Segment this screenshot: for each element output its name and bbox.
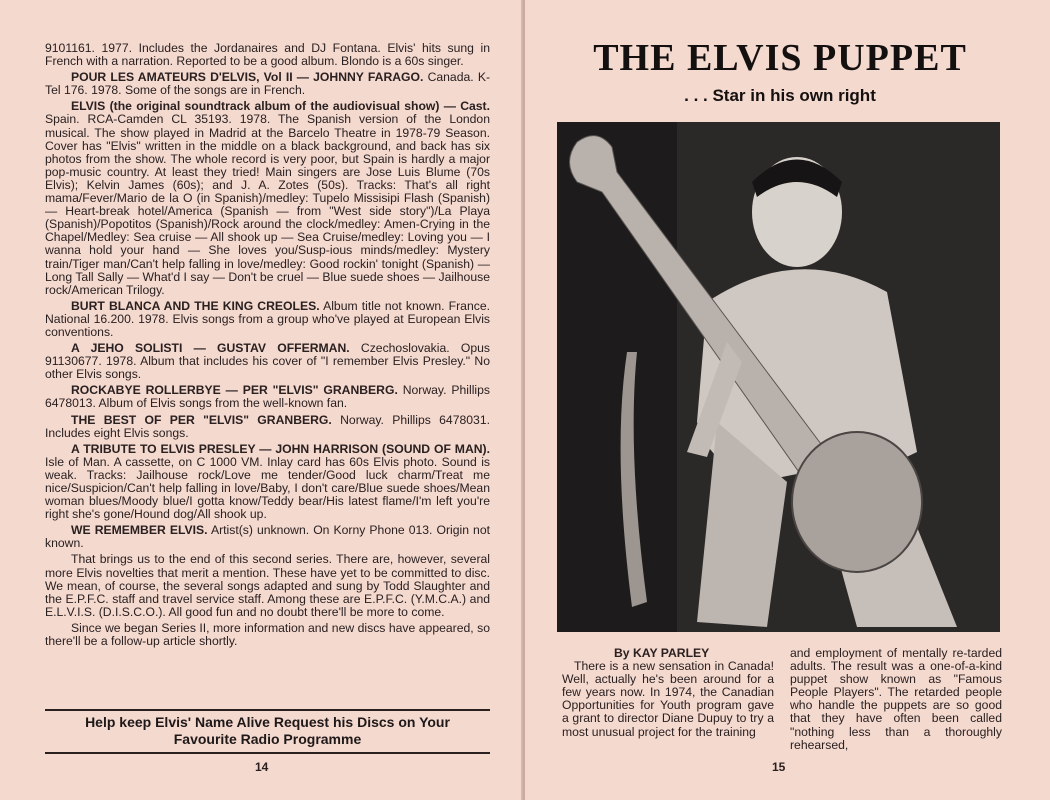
- article-col1-text: There is a new sensation in Canada! Well, actually he's been around for a few years now. In 1974, the Canadian Opportunities for Youth program gave a grant to director Diane Dupuy to try a most unusual project for the training: [562, 659, 774, 739]
- entry-1-title: POUR LES AMATEURS D'ELVIS, Vol II — JOHNNY FARAGO.: [71, 70, 424, 85]
- entry-7-title: A TRIBUTE TO ELVIS PRESLEY — JOHN HARRISON (SOUND OF MAN).: [71, 441, 490, 456]
- closing-paragraph-1: That brings us to the end of this second series. There are, however, several more Elvis novelties that merit a mention. These have yet to be committed to disc. We mean, of course, the several songs adapted and sung by Todd Slaughter and the E.P.F.C. staff and travel service staff. Among these are E.P.F.C. (Y.M.C.A.) and E.L.V.I.S. (D.I.S.C.O.). All good fun and no doubt there'll be more to come.: [45, 552, 490, 619]
- entry-0: [45, 42, 490, 68]
- banner-line-1: Help keep Elvis' Name Alive Request his Discs on Your: [85, 714, 450, 730]
- entry-3-title: BURT BLANCA AND THE KING CREOLES.: [71, 298, 320, 313]
- entry-8-body: Artist(s) unknown. On Korny Phone 013. Origin not known.: [45, 523, 490, 551]
- entry-8: [45, 524, 490, 550]
- entry-7: [45, 443, 490, 522]
- entry-6: [45, 414, 490, 440]
- entry-6-title: THE BEST OF PER "ELVIS" GRANBERG.: [71, 412, 332, 427]
- closing-paragraph-2: Since we began Series II, more information and new discs have appeared, so there'll be a follow-up article shortly.: [45, 620, 490, 649]
- guitar-body: [792, 432, 922, 572]
- entry-3: [45, 300, 490, 339]
- entry-2-title: ELVIS (the original soundtrack album of the audiovisual show) — Cast.: [71, 99, 490, 114]
- entry-8-title: WE REMEMBER ELVIS.: [71, 523, 208, 538]
- entry-1: [45, 71, 490, 97]
- entry-4-title: A JEHO SOLISTI — GUSTAV OFFERMAN.: [71, 341, 350, 356]
- entry-3-body: Album title not known. France. National 16.200. 1978. Elvis songs from a group who've played at European Elvis conventions.: [45, 298, 490, 339]
- entry-0-body: 9101161. 1977. Includes the Jordanaires and DJ Fontana. Elvis' hits sung in French with a narration. Reported to be a good album. Blondo is a 60s singer.: [45, 41, 490, 69]
- entry-4: [45, 342, 490, 381]
- entry-5-title: ROCKABYE ROLLERBYE — PER "ELVIS" GRANBERG.: [71, 383, 398, 398]
- article-byline: By KAY PARLEY: [614, 646, 710, 660]
- discography-entries: [45, 42, 490, 651]
- article-headline: THE ELVIS PUPPET: [593, 37, 967, 79]
- radio-request-banner: [45, 709, 490, 754]
- banner-line-2: Favourite Radio Programme: [173, 731, 362, 747]
- entry-7-body: Isle of Man. A cassette, on C 1000 VM. Inlay card has 60s Elvis photo. Sound is weak. Tracks: Jailhouse rock/Love me tender/Good luck charm/Treat me nice/Suspicion/Can't help falling in love/Baby, I don't care/Blue suede shoes/Mean woman blues/Moody blue/I gotta know/Teddy bear/His latest flame/I'm left you're right she's gone/Hound dog/All shook up.: [45, 454, 490, 522]
- elvis-puppet-photo: [557, 122, 1000, 632]
- entry-5: [45, 384, 490, 410]
- page-number-right: 15: [772, 760, 786, 774]
- entry-6-body: Norway. Phillips 6478031. Includes eight Elvis songs.: [45, 412, 490, 440]
- entry-1-body: Canada. K-Tel 176. 1978. Some of the songs are in French.: [45, 70, 491, 98]
- entry-4-body: Czechoslovakia. Opus 91130677. 1978. Album that includes his cover of "I remember Elvis Presley." No other Elvis songs.: [45, 341, 490, 382]
- left-page: [0, 0, 523, 800]
- article-column-2: [790, 647, 1002, 752]
- entry-5-body: Norway. Phillips 6478013. Album of Elvis songs from the well-known fan.: [45, 383, 490, 411]
- puppet-illustration: [557, 122, 1000, 632]
- article-subhead: . . . Star in his own right: [684, 86, 876, 105]
- page-number-left: 14: [255, 760, 269, 774]
- entry-2: [45, 100, 490, 296]
- entry-2-body: Spain. RCA-Camden CL 35193. 1978. The Spanish version of the London musical. The show played in Madrid at the Barcelo Theatre in 1978-79 Season. Cover has "Elvis" written in the middle on a black background, and back has six photos from the show. The whole record is very poor, but Spain is hardly a major pop-music country. At least they tried! Main singers are Jose Luis Blume (70s Elvis); Kelvin James (60s); and J. A. Zotes (50s). Tracks: That's all right mama/Fever/Mario de la O (in Spanish)/medley: Tupelo Missisipi Flash (Spanish) — Heart-break hotel/America (Spanish — from "West side story")/La Playa (Spanish)/Popotitos (Spanish)/Rock around the clock/medley: Amen-Crying in the Chapel/Medley: Sea cruise — All shook up — Sea Cruise/medley: Loving you — I wanna hold your hand — She loves you/Susp-ious minds/medley: Mystery train/Tiger man/Can't help falling in love/medley: Good rockin' tonight (Spanish) — Long Tall Sally — What'd I say — Don't be cruel — Blue suede shoes — Jailhouse rock/American Trilogy.: [45, 112, 490, 297]
- article-column-1: [562, 647, 774, 739]
- article-col2-text: and employment of mentally re-tarded adults. The result was a one-of-a-kind puppet show known as "Famous People Players". The retarded people who handle the puppets are so good that they have often been called "nothing less than a thoroughly rehearsed,: [790, 646, 1002, 752]
